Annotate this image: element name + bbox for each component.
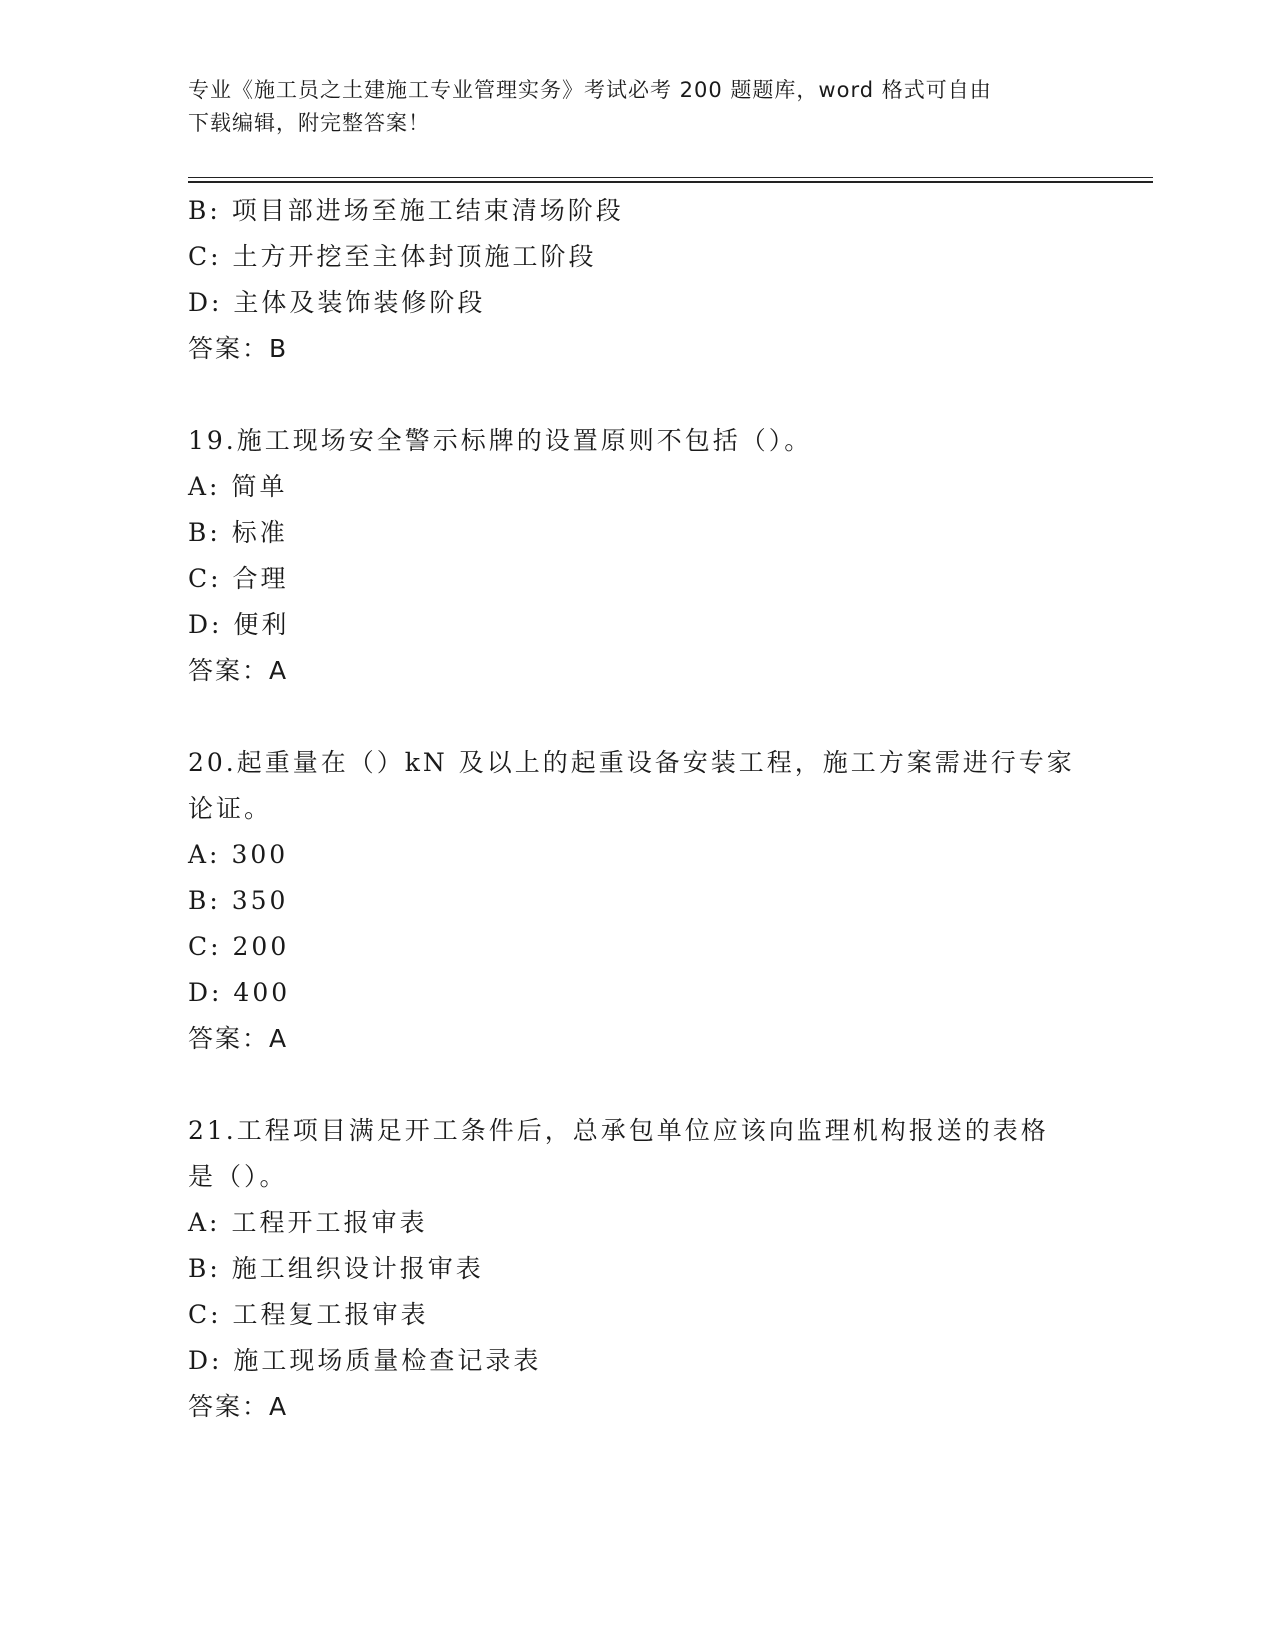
option-c: C: 200 xyxy=(188,932,290,961)
header-divider-thick xyxy=(188,181,1153,183)
question-20 xyxy=(188,740,1108,1062)
option-c: C: 工程复工报审表 xyxy=(188,1300,429,1329)
answer: 答案：A xyxy=(188,656,289,685)
option-d: D: 400 xyxy=(188,978,291,1007)
option-d: D: 便利 xyxy=(188,610,290,639)
option-b: B: 施工组织设计报审表 xyxy=(188,1254,484,1283)
question-text-line-2: 是（）。 xyxy=(188,1162,288,1191)
header-line-2: 下载编辑，附完整答案！ xyxy=(188,111,430,135)
document-header xyxy=(188,74,1068,140)
option-c: C: 土方开挖至主体封顶施工阶段 xyxy=(188,242,597,271)
answer: 答案：B xyxy=(188,334,289,363)
question-text-line-1: 21.工程项目满足开工条件后，总承包单位应该向监理机构报送的表格 xyxy=(188,1116,1049,1145)
option-d: D: 主体及装饰装修阶段 xyxy=(188,288,486,317)
option-a: A: 300 xyxy=(188,840,289,869)
option-b: B: 项目部进场至施工结束清场阶段 xyxy=(188,196,624,225)
header-divider-thin xyxy=(188,177,1153,178)
option-d: D: 施工现场质量检查记录表 xyxy=(188,1346,542,1375)
question-text-line-2: 论证。 xyxy=(188,794,273,823)
option-a: A: 工程开工报审表 xyxy=(188,1208,428,1237)
option-c: C: 合理 xyxy=(188,564,289,593)
option-b: B: 350 xyxy=(188,886,289,915)
option-b: B: 标准 xyxy=(188,518,288,547)
answer: 答案：A xyxy=(188,1392,289,1421)
question-19 xyxy=(188,418,1108,694)
question-text: 19.施工现场安全警示标牌的设置原则不包括（）。 xyxy=(188,426,813,455)
header-line-1: 专业《施工员之土建施工专业管理实务》考试必考 200 题题库，word 格式可自由 xyxy=(188,78,992,102)
answer: 答案：A xyxy=(188,1024,289,1053)
question-list xyxy=(188,188,1108,1430)
question-18-continued xyxy=(188,188,1108,372)
question-text-line-1: 20.起重量在（）kN 及以上的起重设备安装工程，施工方案需进行专家 xyxy=(188,748,1075,777)
option-a: A: 简单 xyxy=(188,472,288,501)
question-21 xyxy=(188,1108,1108,1430)
